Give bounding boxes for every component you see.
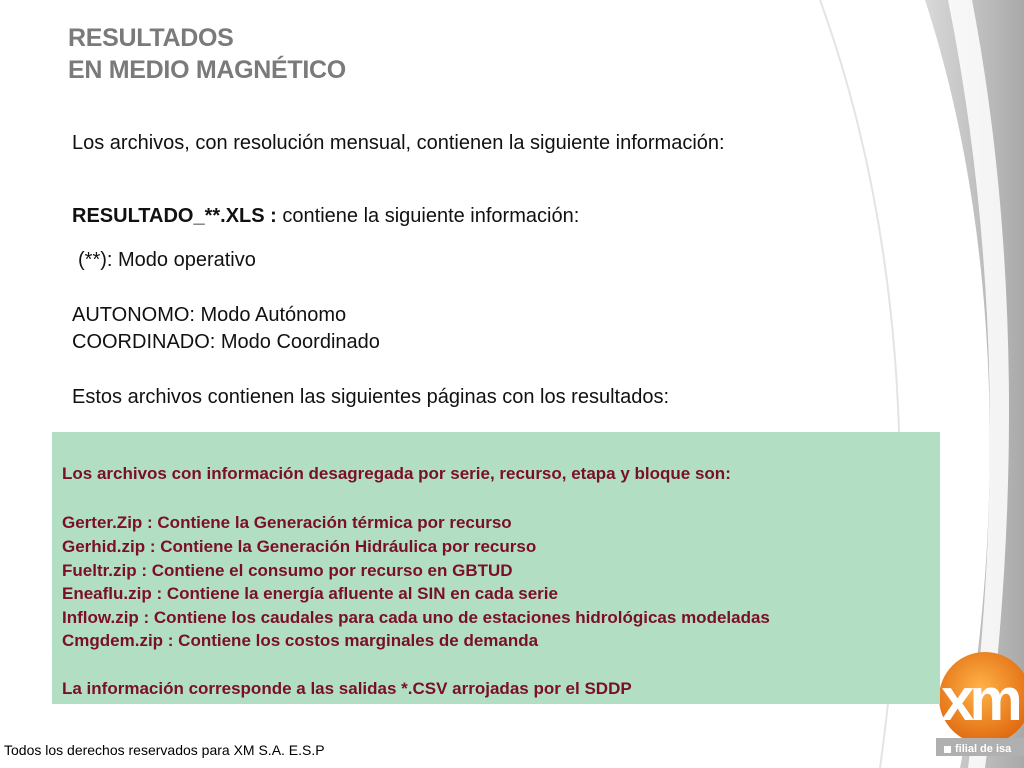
- isa-square-icon: [944, 746, 951, 753]
- box-note: La información corresponde a las salidas *.CSV arrojadas por el SDDP: [62, 679, 632, 698]
- footer-copyright: Todos los derechos reservados para XM S.A. E.S.P: [4, 742, 325, 758]
- files-info-box: [52, 432, 940, 704]
- title-line-2: EN MEDIO MAGNÉTICO: [68, 56, 346, 84]
- box-item-eneaflu: Eneaflu.zip : Contiene la energía afluente al SIN en cada serie: [62, 584, 558, 603]
- resultado-line: [72, 203, 579, 229]
- autonomo-text: AUTONOMO: Modo Autónomo: [72, 304, 347, 326]
- title-line-1: RESULTADOS: [68, 24, 234, 52]
- page-title: [68, 22, 346, 86]
- intro-text: Los archivos, con resolución mensual, contienen la siguiente información:: [72, 132, 725, 154]
- xm-logo: xm: [941, 666, 1018, 733]
- paginas-text: Estos archivos contienen las siguientes páginas con los resultados:: [72, 386, 670, 408]
- coordinado-text: COORDINADO: Modo Coordinado: [72, 331, 380, 353]
- box-item-gerhid: Gerhid.zip : Contiene la Generación Hidráulica por recurso: [62, 537, 537, 556]
- resultado-filename: RESULTADO_**.XLS :: [72, 205, 277, 227]
- box-item-inflow: Inflow.zip : Contiene los caudales para cada uno de estaciones hidrológicas modeladas: [62, 608, 770, 627]
- box-item-cmgdem: Cmgdem.zip : Contiene los costos marginales de demanda: [62, 631, 539, 650]
- filial-text: filial de isa: [955, 743, 1012, 755]
- resultado-description: contiene la siguiente información:: [276, 205, 580, 227]
- filial-tagline: [944, 743, 1011, 755]
- box-item-gerter: Gerter.Zip : Contiene la Generación térmica por recurso: [62, 513, 512, 532]
- box-item-fueltr: Fueltr.zip : Contiene el consumo por recurso en GBTUD: [62, 561, 513, 580]
- modo-operativo-text: (**): Modo operativo: [78, 249, 256, 271]
- box-heading: Los archivos con información desagregada por serie, recurso, etapa y bloque son:: [62, 464, 731, 483]
